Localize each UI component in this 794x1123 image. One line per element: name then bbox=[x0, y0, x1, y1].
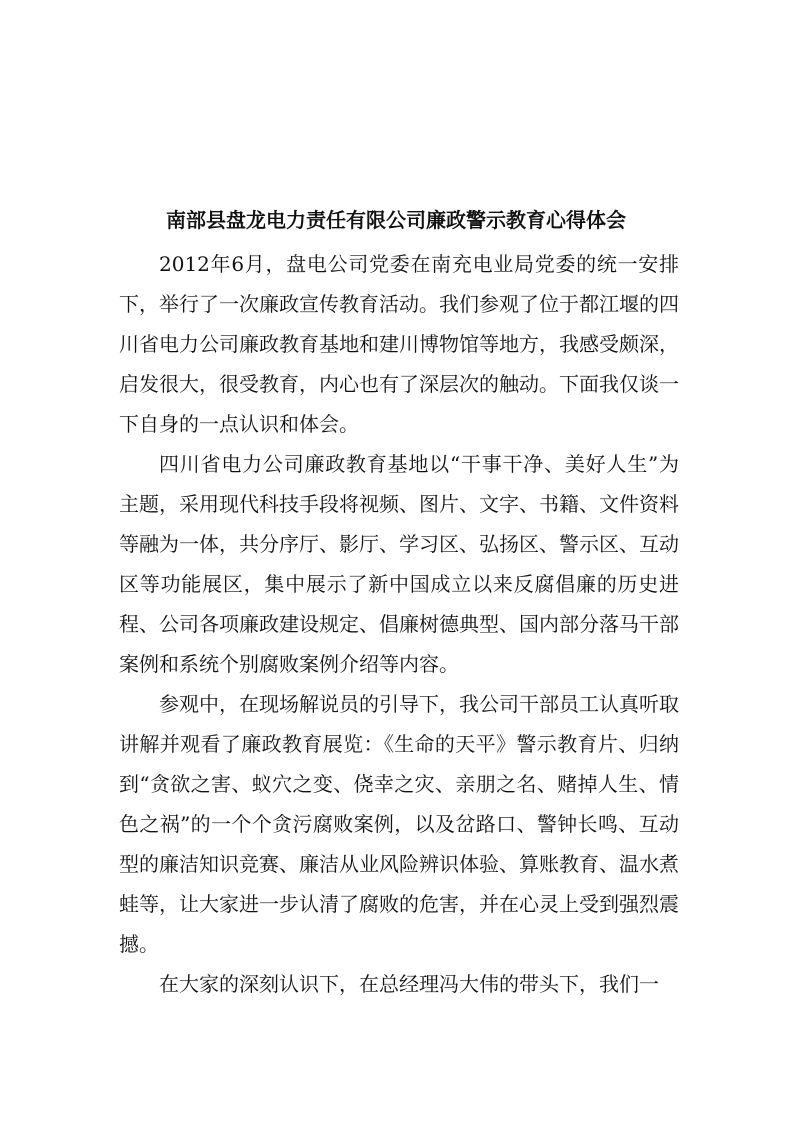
paragraph-1: 2012年6月，盘电公司党委在南充电业局党委的统一安排下，举行了一次廉政宣传教育活动。我们参观了位于都江堰的四川省电力公司廉政教育基地和建川博物馆等地方，我感受颇深，启发很大，很受教育，内心也有了深层次的触动。下面我仅谈一下自身的一点认识和体会。 bbox=[119, 252, 679, 436]
paragraph-4: 在大家的深刻认识下，在总经理冯大伟的带头下，我们一 bbox=[159, 972, 659, 996]
paragraph-2: 四川省电力公司廉政教育基地以“干事干净、美好人生”为主题，采用现代科技手段将视频、图片、文字、书籍、文件资料等融为一体，共分序厅、影厅、学习区、弘扬区、警示区、互动区等功能展区，集中展示了新中国成立以来反腐倡廉的历史进程、公司各项廉政建设规定、倡廉树德典型、国内部分落马干部案例和系统个别腐败案例介绍等内容。 bbox=[119, 452, 679, 676]
paragraph-3: 参观中，在现场解说员的引导下，我公司干部员工认真听取讲解并观看了廉政教育展览：《生命的天平》警示教育片、归纳到“贪欲之害、蚁穴之变、侥幸之灾、亲朋之名、赌掉人生、情色之祸”的一个个贪污腐败案例，以及岔路口、警钟长鸣、互动型的廉洁知识竞赛、廉洁从业风险辨识体验、算账教育、温水煮蛙等，让大家进一步认清了腐败的危害，并在心灵上受到强烈震撼。 bbox=[119, 692, 679, 956]
document-title: 南部县盘龙电力责任有限公司廉政警示教育心得体会 bbox=[166, 208, 626, 232]
document-body bbox=[119, 244, 679, 1004]
